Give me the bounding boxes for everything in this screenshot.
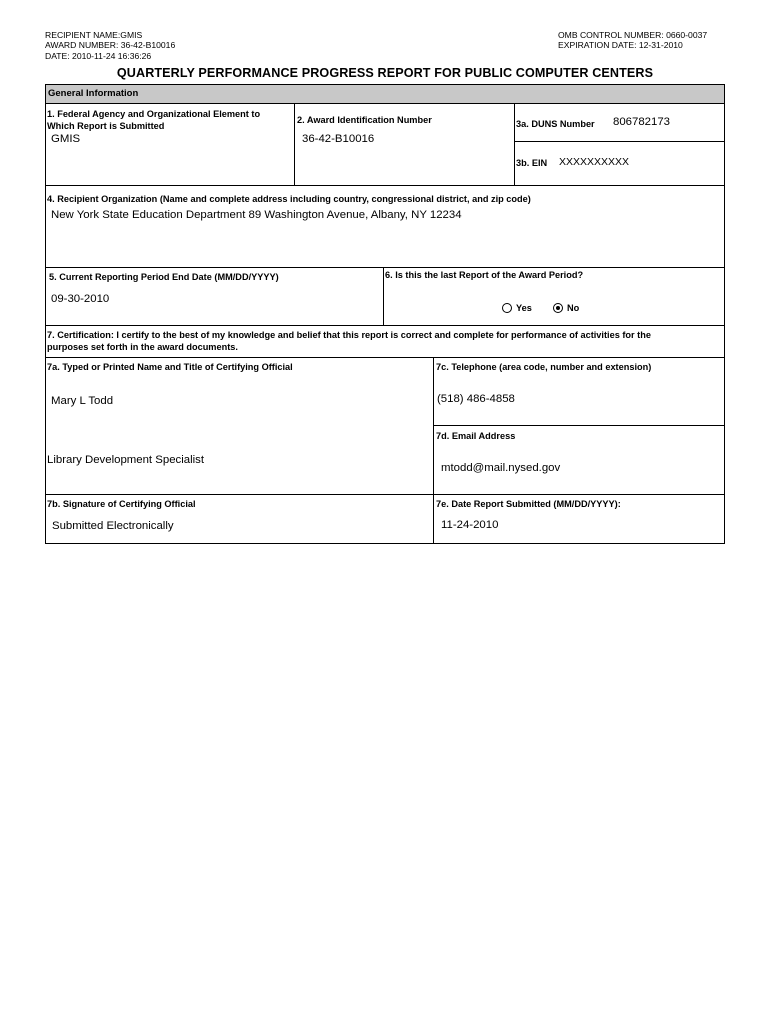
recipient-organization-label: 4. Recipient Organization (Name and complete address including country, congressional district, and zip code): [47, 194, 531, 204]
header-right-block: [558, 30, 707, 51]
reporting-period-end-label: 5. Current Reporting Period End Date (MM/DD/YYYY): [49, 272, 279, 282]
last-report-label: 6. Is this the last Report of the Award Period?: [385, 270, 584, 280]
award-number-line: AWARD NUMBER: 36-42-B10016: [45, 40, 176, 51]
report-title: QUARTERLY PERFORMANCE PROGRESS REPORT FOR PUBLIC COMPUTER CENTERS: [116, 66, 654, 80]
divider: [45, 325, 725, 326]
recipient-organization-value: New York State Education Department 89 Washington Avenue, Albany, NY 12234: [51, 209, 462, 221]
reporting-period-end-value: 09-30-2010: [51, 293, 110, 305]
date-line: DATE: 2010-11-24 16:36:26: [45, 50, 152, 61]
telephone-value: (518) 486-4858: [437, 393, 515, 405]
divider: [294, 103, 295, 185]
expiration-date-line: EXPIRATION DATE: 12-31-2010: [558, 40, 683, 51]
divider: [514, 141, 725, 142]
divider: [514, 103, 515, 185]
email-value: mtodd@mail.nysed.gov: [441, 462, 561, 474]
form-frame: [45, 103, 725, 544]
telephone-label: 7c. Telephone (area code, number and extension): [436, 362, 652, 372]
award-identification-value: 36-42-B10016: [302, 133, 375, 145]
divider: [433, 357, 434, 544]
certifying-official-title: Library Development Specialist: [47, 454, 205, 466]
divider: [45, 494, 725, 495]
ein-value: XXXXXXXXXX: [559, 156, 630, 168]
divider: [45, 267, 725, 268]
date-submitted-label: 7e. Date Report Submitted (MM/DD/YYYY):: [436, 499, 621, 509]
signature-label: 7b. Signature of Certifying Official: [47, 499, 196, 509]
general-information-heading: General Information: [45, 84, 725, 104]
radio-yes[interactable]: [502, 303, 512, 313]
federal-agency-value: GMIS: [51, 133, 81, 145]
divider: [433, 425, 725, 426]
divider: [383, 267, 384, 325]
award-identification-label: 2. Award Identification Number: [297, 115, 432, 125]
radio-no[interactable]: [553, 303, 563, 313]
radio-no-label: No: [567, 303, 580, 313]
duns-number-value: 806782173: [613, 116, 671, 128]
certifying-official-name-label: 7a. Typed or Printed Name and Title of Certifying Official: [47, 362, 293, 372]
email-label: 7d. Email Address: [436, 431, 516, 441]
federal-agency-label-line2: Which Report is Submitted: [47, 121, 165, 131]
divider: [45, 185, 725, 186]
date-submitted-value: 11-24-2010: [441, 519, 499, 531]
federal-agency-label-line1: 1. Federal Agency and Organizational Element to: [47, 109, 261, 119]
ein-label: 3b. EIN: [516, 158, 548, 168]
omb-control-number-line: OMB CONTROL NUMBER: 0660-0037: [558, 30, 708, 40]
certification-text-line1: 7. Certification: I certify to the best of my knowledge and belief that this report is correct and complete for performance of activities for the: [47, 330, 651, 340]
header-left-block: [45, 30, 175, 61]
radio-yes-label: Yes: [516, 303, 532, 313]
divider: [45, 357, 725, 358]
certifying-official-name: Mary L Todd: [51, 395, 114, 407]
recipient-name-line: RECIPIENT NAME:GMIS: [45, 30, 143, 40]
certification-text-line2: purposes set forth in the award documents.: [47, 342, 238, 352]
signature-value: Submitted Electronically: [52, 520, 174, 532]
duns-number-label: 3a. DUNS Number: [516, 119, 595, 129]
